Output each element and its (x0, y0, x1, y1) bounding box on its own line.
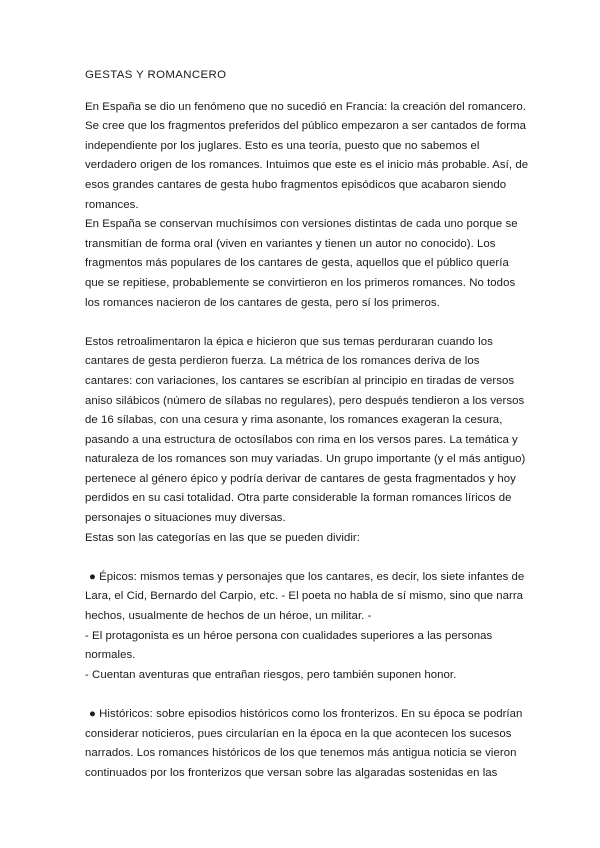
text-line: - El protagonista es un héroe persona con cualidades superiores a las personas (85, 629, 493, 642)
text-line: los romances nacieron de los cantares de gesta, pero sí los primeros. (85, 296, 440, 309)
text-line: naturaleza de los romances son muy variadas. Un grupo importante (y el más antiguo) (85, 453, 526, 466)
text-line: romances. (85, 198, 139, 211)
text-line: cantares: con variaciones, los cantares se escribían al principio en tiradas de versos (85, 374, 515, 387)
text-line: verdadero origen de los romances. Intuimos que este es el inicio más probable. Así, de (85, 159, 529, 172)
text-line: transmitían de forma oral (viven en variantes y tienen un autor no conocido). Los (85, 237, 496, 250)
text-line: continuados por los fronterizos que versan sobre las algaradas sostenidas en las (85, 766, 498, 779)
text-line: Se cree que los fragmentos preferidos del público empezaron a ser cantados de forma (85, 120, 527, 133)
paragraph-categories-intro (85, 529, 525, 549)
text-line: Lara, el Cid, Bernardo del Carpio, etc. - El poeta no habla de sí mismo, sino que narra (85, 590, 524, 603)
list-item-historicos (85, 705, 525, 783)
paragraph-romancero-origin (85, 98, 529, 216)
text-line: independiente por los juglares. Esto es una teoría, puesto que no sabemos el (85, 139, 480, 152)
text-line: considerar noticieros, pues circularían en la época en la que acontecen los sucesos (85, 727, 512, 740)
text-line: perdidos en su casi totalidad. Otra parte considerable la forman romances líricos de (85, 492, 512, 505)
text-line: En España se conservan muchísimos con versiones distintas de cada uno porque se (85, 218, 518, 231)
text-line: que se repitiese, probablemente se convirtieron en los primeros romances. No todos (85, 276, 516, 289)
document-body (85, 66, 529, 783)
bullet-line: ● Épicos: mismos temas y personajes que los cantares, es decir, los siete infantes de (89, 570, 525, 583)
bullet-line: ● Históricos: sobre episodios históricos como los fronterizos. En su época se podrían (89, 708, 523, 720)
text-line: narrados. Los romances históricos de los que tenemos más antigua noticia se vieron (85, 747, 517, 760)
text-line: fragmentos más populares de los cantares de gesta, aquellos que el público quería (85, 257, 509, 270)
list-item-epicos (85, 568, 525, 686)
paragraph-gap (85, 313, 525, 333)
text-line: Estas son las categorías en las que se pueden dividir: (85, 531, 360, 544)
text-line: personajes o situaciones muy diversas. (85, 512, 286, 525)
paragraph-romancero-transmission (85, 215, 525, 313)
text-line: aniso silábicos (número de sílabas no regulares), pero después tendieron a los versos (85, 394, 525, 407)
text-line: Estos retroalimentaron la épica e hicieron que sus temas perduraran cuando los (85, 335, 493, 348)
text-line: pertenece al género épico y podría derivar de cantares de gesta fragmentados y hoy (85, 472, 516, 485)
text-line: normales. (85, 649, 136, 662)
paragraph-gap (85, 548, 525, 568)
text-line: pasando a una estructura de octosílabos con rima en los versos pares. La temática y (85, 433, 518, 446)
document-title: GESTAS Y ROMANCERO (85, 69, 227, 81)
paragraph-romancero-metrics (85, 333, 525, 529)
text-line: de 16 sílabas, con una cesura y rima asonante, los romances exageran la cesura, (85, 414, 503, 427)
text-line: esos grandes cantares de gesta hubo fragmentos episódicos que acabaron siendo (85, 178, 507, 191)
text-line: En España se dio un fenómeno que no sucedió en Francia: la creación del romancero. (85, 100, 527, 113)
text-line: hechos, usualmente de hechos de un héroe, un militar. - (85, 610, 372, 623)
paragraph-gap (85, 685, 525, 705)
text-line: - Cuentan aventuras que entrañan riesgos, pero también suponen honor. (85, 668, 457, 681)
text-line: cantares de gesta perdieron fuerza. La métrica de los romances deriva de los (85, 355, 480, 368)
